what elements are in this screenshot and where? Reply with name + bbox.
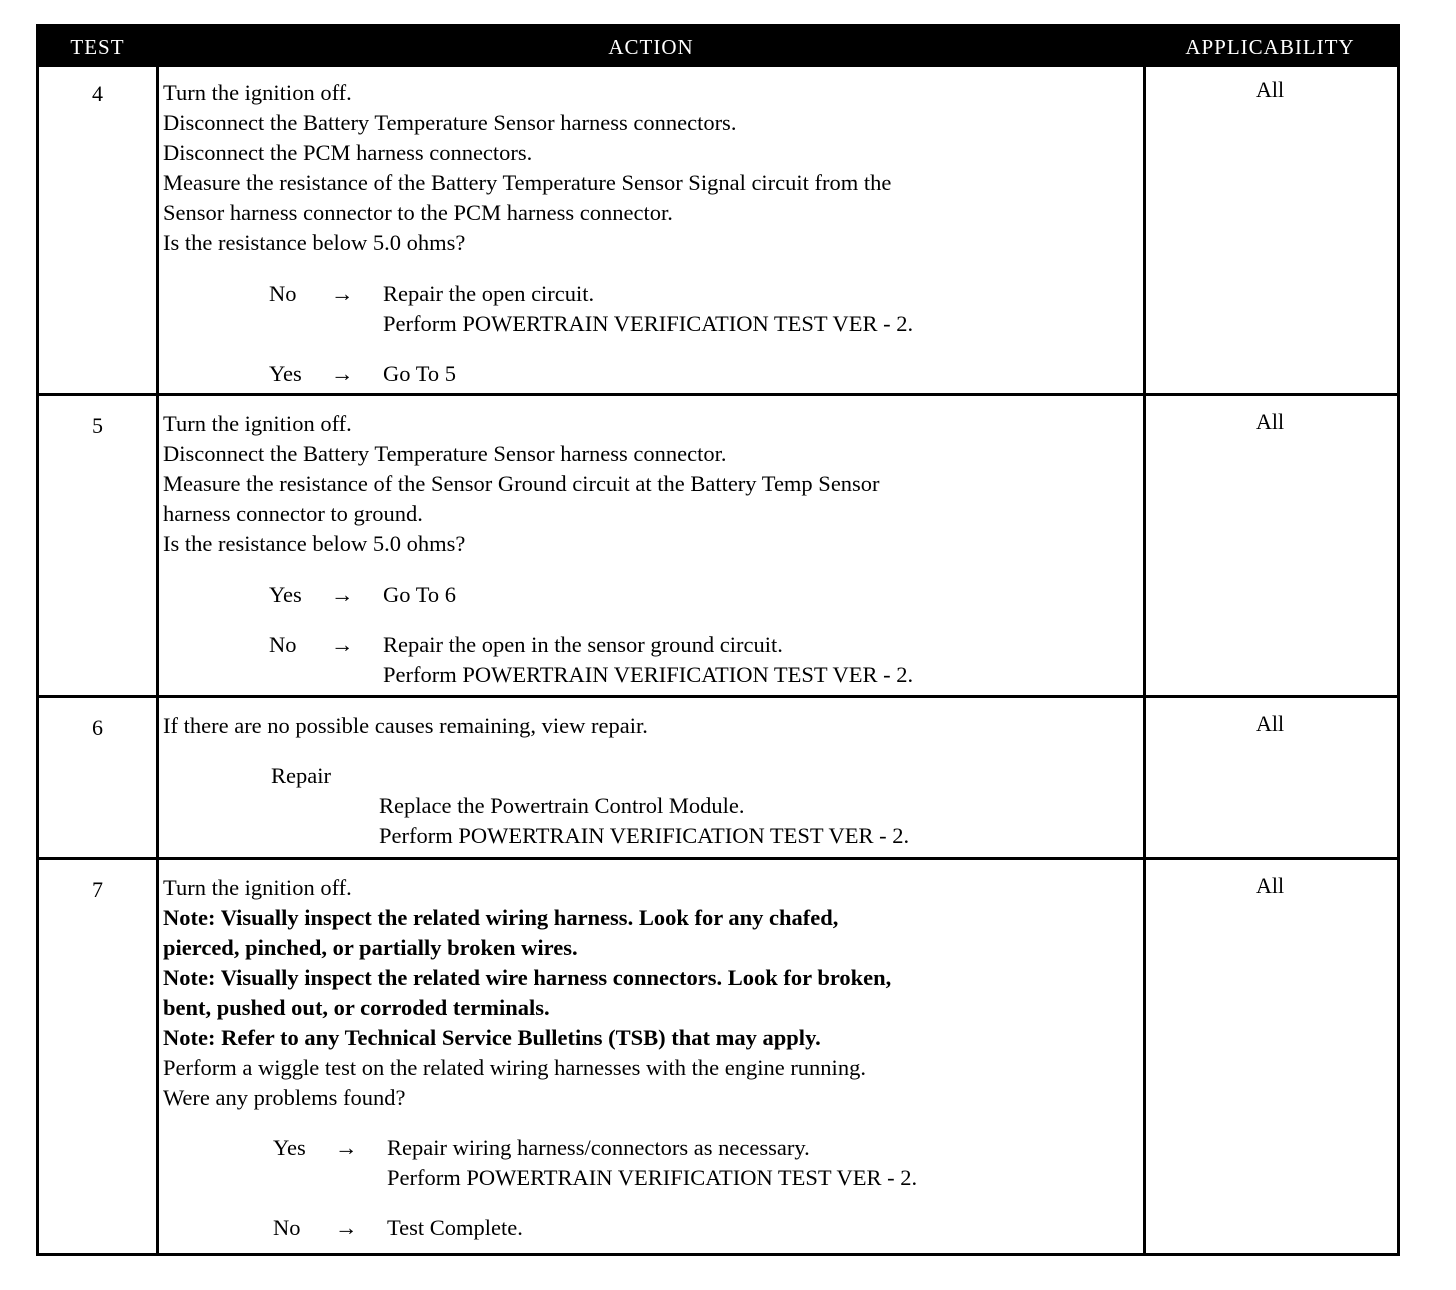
branch-yes	[273, 1133, 1073, 1193]
action-line: Turn the ignition off.	[163, 411, 352, 436]
arrow-icon: →	[331, 632, 354, 657]
branch-text: Perform POWERTRAIN VERIFICATION TEST VER - 2.	[383, 662, 914, 687]
action-line: Were any problems found?	[163, 1085, 406, 1110]
repair-block	[271, 761, 1071, 851]
branch-no	[273, 1213, 1073, 1243]
column-divider	[1143, 67, 1146, 1253]
branch-label: No	[269, 281, 297, 306]
note-line: pierced, pinched, or partially broken wires.	[163, 935, 578, 960]
arrow-icon: →	[335, 1135, 358, 1160]
action-text	[163, 711, 1143, 741]
action-line: Sensor harness connector to the PCM harness connector.	[163, 200, 673, 225]
branch-label: No	[273, 1215, 301, 1240]
arrow-icon: →	[335, 1215, 358, 1240]
branch-yes	[269, 580, 1069, 610]
branch-text: Repair wiring harness/connectors as necessary.	[387, 1135, 810, 1160]
branch-text: Perform POWERTRAIN VERIFICATION TEST VER - 2.	[383, 311, 914, 336]
action-line: Turn the ignition off.	[163, 80, 352, 105]
arrow-icon: →	[331, 361, 354, 386]
note-line: Note: Visually inspect the related wiring harness. Look for any chafed,	[163, 905, 839, 930]
action-text	[163, 78, 1143, 258]
column-divider	[156, 67, 159, 1253]
diagnostic-test-table	[36, 24, 1400, 1256]
branch-yes	[269, 359, 1069, 389]
header-test: TEST	[70, 35, 125, 59]
note-line: bent, pushed out, or corroded terminals.	[163, 995, 550, 1020]
note-line: Note: Visually inspect the related wire harness connectors. Look for broken,	[163, 965, 892, 990]
applicability-value: All	[1255, 711, 1285, 736]
row-divider	[39, 393, 1397, 396]
branch-text: Go To 5	[383, 361, 457, 386]
applicability-value: All	[1255, 77, 1285, 102]
branch-label: Yes	[273, 1135, 306, 1160]
action-line: Disconnect the Battery Temperature Sensor harness connectors.	[163, 110, 737, 135]
row-divider	[39, 695, 1397, 698]
action-line: Measure the resistance of the Sensor Ground circuit at the Battery Temp Sensor	[163, 471, 880, 496]
branch-text: Go To 6	[383, 582, 457, 607]
repair-label: Repair	[271, 763, 331, 788]
branch-label: No	[269, 632, 297, 657]
action-line: If there are no possible causes remaining, view repair.	[163, 713, 648, 738]
row-divider	[39, 857, 1397, 860]
branch-text: Repair the open in the sensor ground circuit.	[383, 632, 783, 657]
action-line: Is the resistance below 5.0 ohms?	[163, 230, 466, 255]
action-line: Perform a wiggle test on the related wiring harnesses with the engine running.	[163, 1055, 866, 1080]
branch-text: Repair the open circuit.	[383, 281, 595, 306]
action-line: Measure the resistance of the Battery Temperature Sensor Signal circuit from the	[163, 170, 892, 195]
note-line: Note: Refer to any Technical Service Bulletins (TSB) that may apply.	[163, 1025, 821, 1050]
test-number: 5	[92, 413, 103, 438]
action-line: harness connector to ground.	[163, 501, 423, 526]
branch-no	[269, 630, 1069, 690]
action-line: Is the resistance below 5.0 ohms?	[163, 531, 466, 556]
repair-text: Perform POWERTRAIN VERIFICATION TEST VER - 2.	[379, 823, 910, 848]
action-line: Turn the ignition off.	[163, 875, 352, 900]
branch-label: Yes	[269, 361, 302, 386]
repair-text: Replace the Powertrain Control Module.	[379, 793, 745, 818]
applicability-value: All	[1255, 409, 1285, 434]
test-number: 7	[92, 877, 103, 902]
header-action: ACTION	[608, 35, 694, 59]
test-number: 6	[92, 715, 103, 740]
arrow-icon: →	[331, 582, 354, 607]
header-applicability: APPLICABILITY	[1185, 35, 1355, 59]
branch-text: Test Complete.	[387, 1215, 523, 1240]
branch-text: Perform POWERTRAIN VERIFICATION TEST VER - 2.	[387, 1165, 918, 1190]
action-line: Disconnect the PCM harness connectors.	[163, 140, 533, 165]
test-number: 4	[92, 81, 103, 106]
applicability-value: All	[1255, 873, 1285, 898]
action-line: Disconnect the Battery Temperature Sensor harness connector.	[163, 441, 727, 466]
action-text	[163, 873, 1143, 1113]
branch-no	[269, 279, 1069, 339]
arrow-icon: →	[331, 281, 354, 306]
branch-label: Yes	[269, 582, 302, 607]
action-text	[163, 409, 1143, 559]
table-header	[39, 27, 1397, 67]
